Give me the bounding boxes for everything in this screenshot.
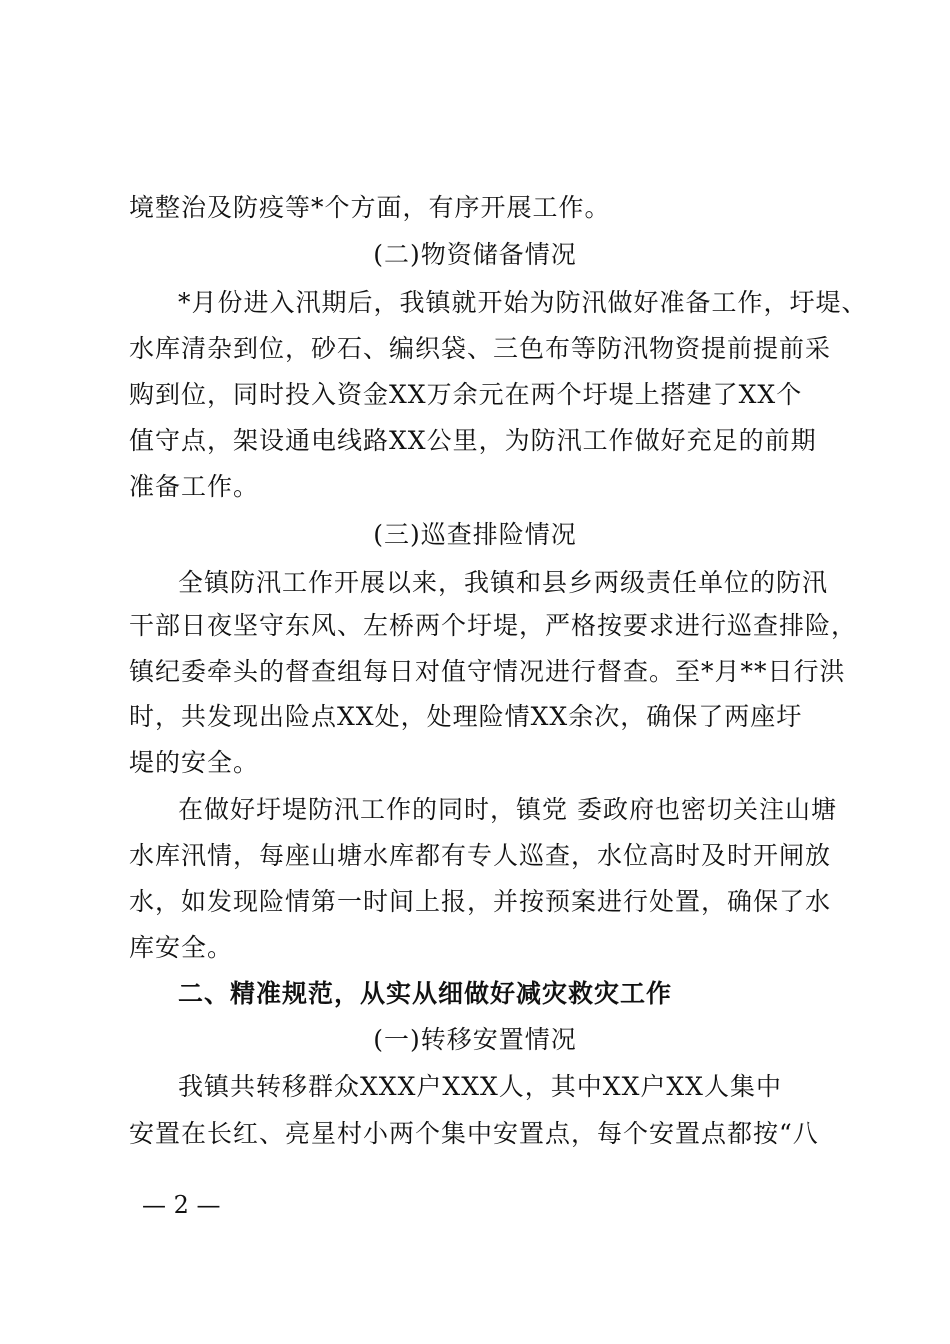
paragraph-line: 购到位，同时投入资金XX万余元在两个圩堤上搭建了XX个 [129,380,803,409]
paragraph-line: 镇纪委牵头的督查组每日对值守情况进行督查。至*月**日行洪 [129,657,846,686]
sub-heading-materials: (二)物资储备情况 [373,240,577,269]
paragraph-line: 值守点，架设通电线路XX公里，为防汛工作做好充足的前期 [129,426,817,455]
paragraph-line: 准备工作。 [129,472,260,501]
paragraph-line: 堤的安全。 [129,748,260,777]
section-heading-disaster-relief: 二、精准规范，从实从细做好减灾救灾工作 [178,979,673,1008]
paragraph-line: 时，共发现出险点XX处，处理险情XX余次，确保了两座圩 [129,702,803,731]
page-number: — 2 — [142,1191,221,1219]
paragraph-line: 全镇防汛工作开展以来，我镇和县乡两级责任单位的防汛 [178,568,829,597]
paragraph-line: 水库汛情，每座山塘水库都有专人巡查，水位高时及时开闸放 [129,841,832,870]
paragraph-line: 安置在长红、亮星村小两个集中安置点，每个安置点都按“八 [129,1119,819,1148]
paragraph-line: 库安全。 [129,933,234,962]
paragraph-line: 水库清杂到位，砂石、编织袋、三色布等防汛物资提前提前采 [129,334,832,363]
paragraph-line: 我镇共转移群众XXX户XXX人，其中XX户XX人集中 [178,1072,782,1101]
paragraph-line: 水，如发现险情第一时间上报，并按预案进行处置，确保了水 [129,887,832,916]
paragraph-line: 在做好圩堤防汛工作的同时，镇党 委政府也密切关注山塘 [178,795,837,824]
paragraph-line: *月份进入汛期后，我镇就开始为防汛做好准备工作，圩堤、 [178,288,868,317]
sub-heading-inspection: (三)巡查排险情况 [373,520,577,549]
paragraph-line: 境整治及防疫等*个方面，有序开展工作。 [129,193,611,222]
paragraph-line: 干部日夜坚守东风、左桥两个圩堤，严格按要求进行巡查排险， [129,611,858,640]
sub-heading-relocation: (一)转移安置情况 [373,1025,577,1054]
